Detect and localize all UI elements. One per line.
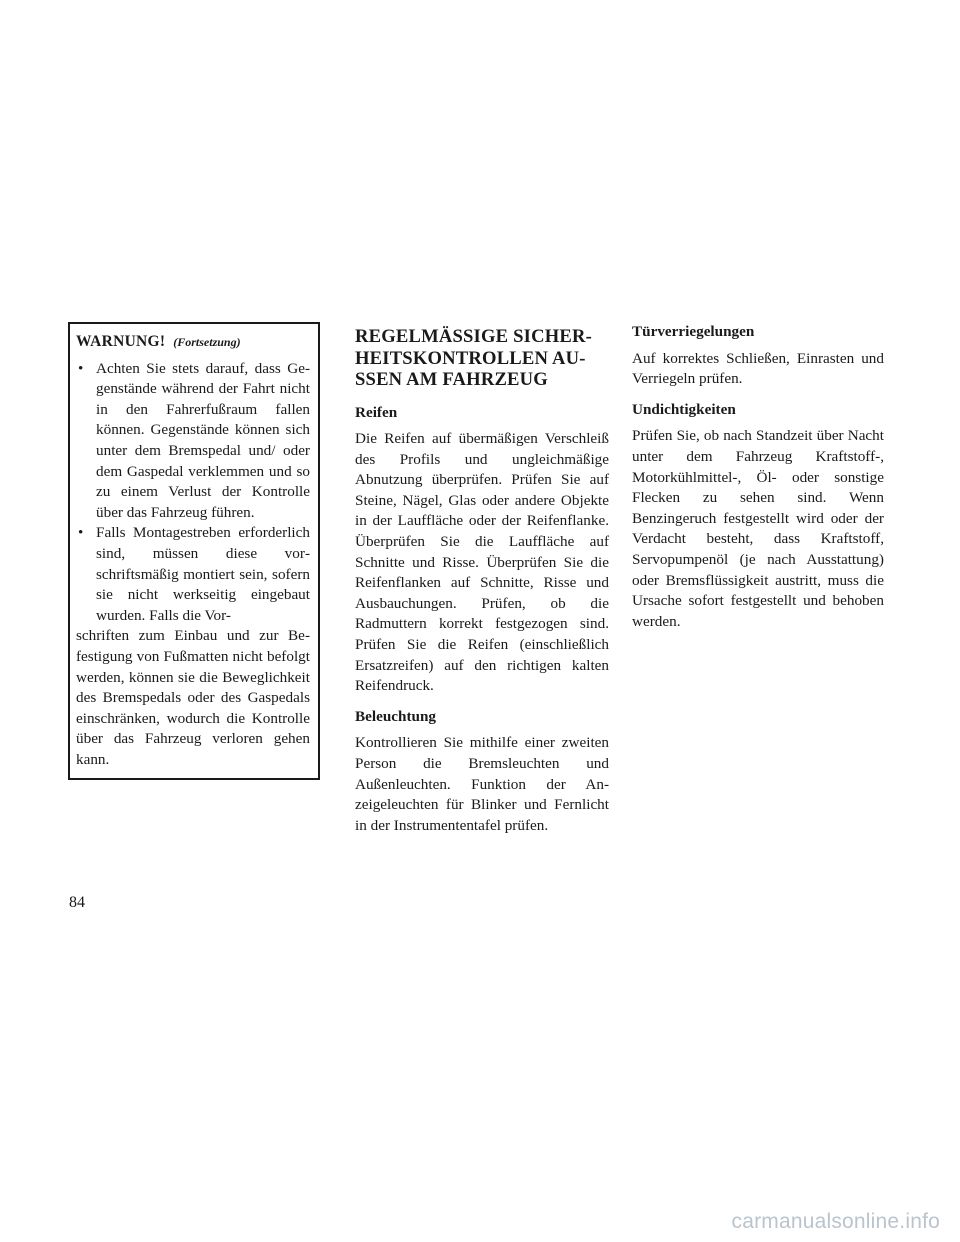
reifen-heading: Reifen [355, 403, 398, 421]
reifen-text: Die Reifen auf übermäßigen Verschleiß des Profils und ungleichmäßige Abnutzung überprüfen. Prüfen Sie auf Steine, Nägel, Glas oder andere Objekte in der Lauffläche oder der Reifenflanke. Überprüfen Sie die Lauffläche auf Schnitte und Risse. Überprüfen Sie die Reifenflanken auf Schnitte, Risse und Ausbauchungen. Prüfen, ob die Radmuttern korrekt festgezogen sind. Prüfen Sie die Reifen (einschließlich Ersatzreifen) auf den richtigen kalten Reifendruck. [355, 430, 609, 695]
bullet-icon: • [78, 359, 84, 377]
warning-title: WARNUNG! [76, 333, 166, 350]
watermark-logo: carmanualsonline.info [731, 1210, 940, 1233]
beleuchtung-text: Kontrollieren Sie mithilfe einer zweiten Person die Bremsleuchten und Außenleuchten. Funktion der Anzeigeleuchten für Blinker und Fernlicht in der Instrumententafel prüfen. [355, 734, 609, 834]
tuerverriegelungen-text: Auf korrektes Schließen, Einrasten und Verriegeln prüfen. [632, 349, 884, 388]
warning-continued-label: (Fortsetzung) [173, 335, 241, 349]
warning-bullet-text: Achten Sie stets darauf, dass Gegenstände während der Fahrt nicht in den Fahrerfußraum fallen können. Gegenstände können sich unter dem Bremspedal und/ oder dem Gaspedal verklemmen und so zu einem Verlust der Kontrolle über das Fahrzeug führen. [96, 359, 310, 521]
warning-header [76, 332, 310, 353]
page-number: 84 [69, 894, 85, 911]
warning-continuation-text: schriften zum Einbau und zur Befestigung von Fußmatten nicht befolgt werden, können sie die Beweglichkeit des Bremspedals oder des Gaspedals einschränken, wodurch die Kontrolle über das Fahrzeug verloren gehen kann. [76, 627, 310, 768]
warning-bullet [76, 523, 310, 626]
warning-bullet [76, 359, 310, 524]
warning-box [68, 322, 320, 780]
safety-checks-column [355, 326, 609, 846]
undichtigkeiten-heading: Undichtigkeiten [632, 400, 736, 418]
bullet-icon: • [78, 524, 84, 542]
section-title-line: HEITSKONTROLLEN AU- [355, 347, 586, 369]
section-title-line: REGELMÄSSIGE SICHER- [355, 326, 592, 347]
warning-bullet-text: Falls Montagestreben erforderlich sind, müssen diese vorschriftsmäßig montiert sein, sofern sie nicht werkseitig eingebaut wurden. Falls die Vor- [96, 524, 310, 624]
undichtigkeiten-text: Prüfen Sie, ob nach Standzeit über Nacht unter dem Fahrzeug Kraftstoff-, Motorkühlmittel-, Öl- oder sonstige Flecken zu sehen sind. Wenn Benzingeruch festgestellt wird oder der Verdacht besteht, dass Kraftstoff, Servopumpenöl (je nach Ausstattung) oder Bremsflüssigkeit austritt, muss die Ursache sofort festgestellt und behoben werden. [632, 427, 884, 630]
tuerverriegelungen-heading: Türverriegelungen [632, 323, 755, 340]
section-title [355, 326, 609, 391]
beleuchtung-heading: Beleuchtung [355, 707, 437, 725]
warning-column [68, 322, 320, 780]
section-title-line: SSEN AM FAHRZEUG [355, 369, 548, 390]
locks-leaks-column [632, 322, 884, 642]
